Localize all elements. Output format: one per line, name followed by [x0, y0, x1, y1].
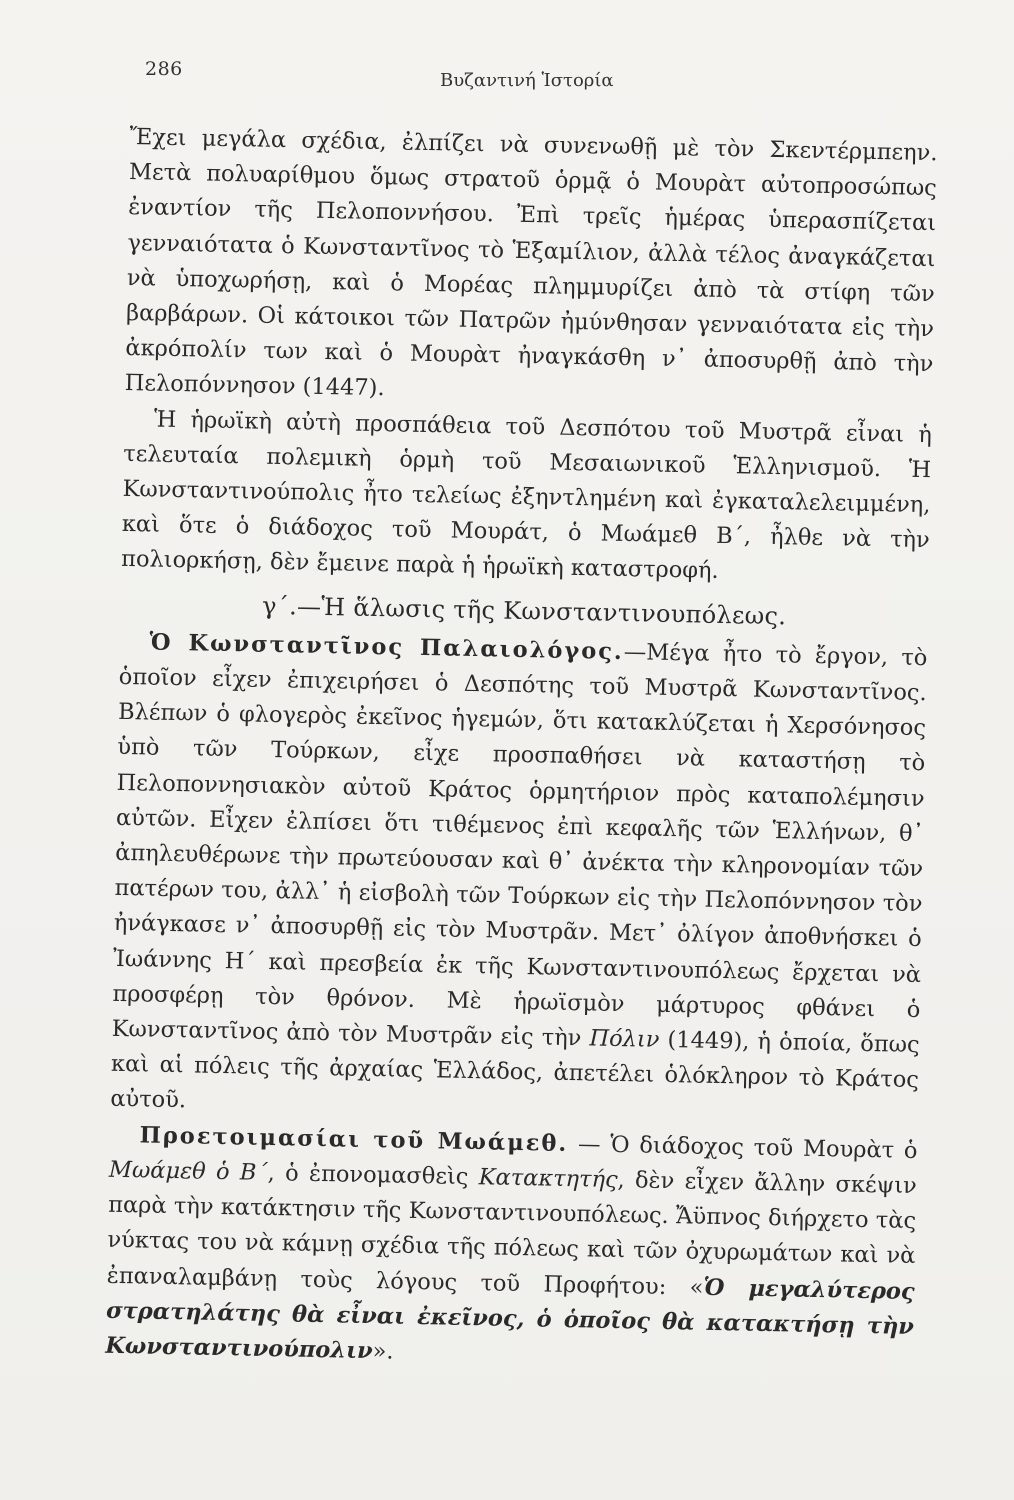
paragraph-text: — Ὁ διάδοχος τοῦ Μουρὰτ ὁ — [567, 1130, 918, 1164]
paragraph-lead-heading: Ὁ Κωνσταντῖνος Παλαιολόγος. — [149, 629, 625, 665]
italic-epithet: Κατακτητής — [478, 1164, 618, 1193]
paragraph — [110, 625, 928, 1134]
paragraph-text: , δὲν εἶχεν ἄλλην σκέψιν παρὰ τὴν κατάκτησιν τῆς Κωνσταντινουπόλεως. Ἄϋπνος διήρχετο τὰς νύκτας του νὰ κάμνῃ σχέδια τῆς πόλεως καὶ τῶν ὀχυρωμάτων καὶ νὰ ἐπαναλαμβάνῃ τοὺς λόγους τοῦ Προφήτου: « — [106, 1166, 918, 1301]
italic-name: Μωάμεθ ὁ Β΄ — [108, 1156, 268, 1186]
paragraph: Ἔχει μεγάλα σχέδια, ἐλπίζει νὰ συνενωθῇ μὲ τὸν Σκεντέρμπεην. Μετὰ πολυαρίθμου ὅμως στρατοῦ ὁρμᾷ ὁ Μουρὰτ αὐτοπροσώπως ἐναντίον τῆς Πελοποννήσου. Ἐπὶ τρεῖς ἡμέρας ὑπερασπίζεται γενναιότατα ὁ Κωνσταντῖνος τὸ Ἑξαμίλιον, ἀλλὰ τέλος ἀναγκάζεται νὰ ὑποχωρήσῃ, καὶ ὁ Μορέας πλημμυρίζει ἀπὸ τὰ στίφη τῶν βαρβάρων. Οἱ κάτοικοι τῶν Πατρῶν ἠμύνθησαν γενναιότατα εἰς τὴν ἀκρόπολίν των καὶ ὁ Μουρὰτ ἠναγκάσθη ν᾽ ἀποσυρθῇ ἀπὸ τὴν Πελοπόννησον (1447). — [124, 123, 938, 402]
paragraph-text: , ὁ ἐπονομασθεὶς — [267, 1159, 479, 1191]
paragraph: Ἡ ἡρωϊκὴ αὐτὴ προσπάθεια τοῦ Δεσπότου τοῦ Μυστρᾶ εἶναι ἡ τελευταία πολεμικὴ ὁρμὴ τοῦ Μεσαιωνικοῦ Ἑλληνισμοῦ. Ἡ Κωνσταντινούπολις ἦτο τελείως ἐξηντλημένη καὶ ἐγκαταλελειμμένη, καὶ ὅτε ὁ διάδοχος τοῦ Μουράτ, ὁ Μωάμεθ Β΄, ἦλθε νὰ τὴν πολιορκήσῃ, δὲν ἔμεινε παρὰ ἡ ἡρωϊκὴ καταστροφή. — [120, 406, 933, 585]
prophet-quote: Ὁ μεγαλύτερος στρατηλάτης θὰ εἶναι ἐκεῖνος, ὁ ὁποῖος θὰ κατακτήσῃ τὴν Κωνσταντινούπολιν — [105, 1274, 915, 1365]
page-body — [105, 120, 938, 1380]
paragraph-text: —Μέγα ἦτο τὸ ἔργον, τὸ ὁποῖον εἶχεν ἐπιχειρήσει ὁ Δεσπότης τοῦ Μυστρᾶ Κωνσταντῖνος. Βλέπων ὁ φλογερὸς ἐκεῖνος ἡγεμών, ὅτι κατακλύζεται ἡ Χερσόνησος ὑπὸ τῶν Τούρκων, εἶχε προσπαθήσει νὰ καταστήσῃ τὸ Πελοποννησιακὸν αὐτοῦ Κράτος ὁρμητήριον πρὸς καταπολέμησιν αὐτῶν. Εἶχεν ἐλπίσει ὅτι τιθέμενος ἐπὶ κεφαλῆς τῶν Ἑλλήνων, θ᾽ ἀπηλευθέρωνε τὴν πρωτεύουσαν καὶ θ᾽ ἀνέκτα τὴν κληρονομίαν τῶν πατέρων του, ἀλλ᾽ ἡ εἰσβολὴ τῶν Τούρκων εἰς τὴν Πελοπόννησον τὸν ἠνάγκασε ν᾽ ἀποσυρθῇ εἰς τὸν Μυστρᾶν. Μετ᾽ ὀλίγον ἀποθνήσκει ὁ Ἰωάννης Η΄ καὶ πρεσβεία ἐκ τῆς Κωνσταντινουπόλεως ἔρχεται νὰ προσφέρῃ τὸν θρόνον. Μὲ ἡρωϊσμὸν μάρτυρος φθάνει ὁ Κωνσταντῖνος ἀπὸ τὸν Μυστρᾶν εἰς τὴν — [111, 638, 928, 1052]
page-number: 286 — [145, 58, 183, 80]
page-header — [145, 58, 935, 91]
section-heading: γ΄.—Ἡ ἅλωσις τῆς Κωνσταντινουπόλεως. — [261, 591, 787, 630]
paragraph-text: ». — [372, 1338, 394, 1365]
paragraph-text: (1449), ἡ ὁποία, ὅπως καὶ αἱ πόλεις τῆς ἀρχαίας Ἑλλάδος, ἀπετέλει ὁλόκληρον τὸ Κράτος αὐτοῦ. — [110, 1026, 920, 1114]
running-title: Βυζαντινή Ἱστορία — [440, 70, 614, 91]
paragraph — [105, 1117, 918, 1380]
italic-word: Πόλιν — [589, 1025, 660, 1053]
paragraph-lead-heading: Προετοιμασίαι τοῦ Μωάμεθ. — [139, 1122, 569, 1157]
